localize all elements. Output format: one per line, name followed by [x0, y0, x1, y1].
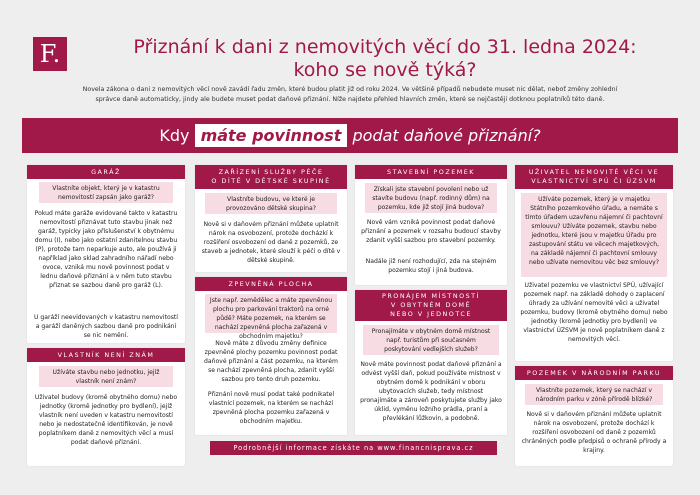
- heading-line-2: V OBYTNÉM DOMĚ: [390, 301, 472, 309]
- banner-pre: Kdy: [159, 126, 190, 145]
- card-garaz: [27, 165, 185, 343]
- card-heading: STAVEBNÍ POZEMEK: [355, 165, 507, 179]
- intro-line-2: správce daně automaticky, jindy ale budete muset podat daňové přiznání. Níže najdete přehled hlavních změn, které se nejčastěji dotknou poplatníků této daně.: [95, 96, 605, 103]
- card-paragraph: Nadále již není rozhodující, zda na stejném pozemku stojí i jiná budova.: [365, 258, 497, 274]
- card-paragraph: Uživatel budovy (kromě obytného domu) nebo jednotky (kromě jednotky pro bydlení), jejíž vlastník není uveden v katastru nemovitostí nebo je nedostatečně identifikován, je nově poplatníkem daně z nemovitých věcí a musí podat daňové přiznání.: [34, 394, 178, 446]
- card-heading: POZEMEK V NÁRODNÍM PARKU: [515, 366, 673, 380]
- card-uzivatel: [515, 165, 673, 361]
- heading-line-1: ZAŘÍZENÍ SLUŽBY PÉČE: [218, 168, 324, 176]
- card-stavebni: [355, 165, 507, 285]
- card-paragraph: Nově si v daňovém přiznání můžete uplatnit nárok na osvobození, protože dochází k rozšíření osvobození od daně z pozemků chráněných podle předpisů o ochraně přírody a krajiny.: [521, 411, 667, 454]
- card-vlastnik: [27, 348, 185, 466]
- card-paragraph: Nově si v daňovém přiznání můžete uplatnit nárok na osvobození, protože docházkí k rozšíření osvobození od daně z pozemků, ze staveb a jednotek, které slouží k péči o dítě v dětské skupině.: [201, 221, 341, 264]
- card-question: Vlastníte budovu, ve které je provozováno dětské skupina?: [205, 193, 337, 214]
- intro-text: [24, 85, 676, 105]
- banner-highlight: máte povinnost: [195, 124, 348, 147]
- card-heading: [355, 290, 507, 321]
- card-paragraph: Pokud máte garáže evidované takto v katastru nemovitostí přiznávat tuto stavbu jinak než garáž, typicky jako příslušenství k obytnému domu (I), nebo jako ostatní zdanitelnou stavbu (P), protože tam neparkuje auto, ale používá ji například jako sklad zahradního nářadí nebo ovoce, vzniká mu nově povinnost podat v lednu daňové přiznání a v něm tuto stavbu přiznat se sazbou daně pro garáž (L).: [34, 210, 178, 289]
- intro-line-1: Novela zákona o dani z nemovitých věcí nově zavádí řadu změn, které budou platit již od roku 2024. Ve většině případů nebudete muset nic dělat, neboť změny zohlední: [82, 86, 618, 93]
- card-zpevnena: [195, 277, 347, 435]
- card-pronajem: [355, 290, 507, 435]
- heading-line-2: VLASTNICTVÍ SPÚ ČI ÚZSVM: [531, 177, 657, 185]
- card-paragraph: Nově vám vzniká povinnost podat daňové přiznání a pozemek v rozsahu budoucí stavby zdanit vyšší sazbou pro stavební pozemky.: [361, 219, 501, 244]
- heading-line-3: NEBO V JEDNOTCE: [390, 310, 472, 318]
- card-question: Jste např. zemědělec a máte zpevněnou plochu pro parkování traktorů na orné půdě? Máte pozemek, na kterém se nachází zpevněná plocha zařazená v obchodním majetku?: [205, 294, 337, 333]
- title-line-1: Přiznání k dani z nemovitých věcí do 31. ledna 2024:: [133, 36, 637, 58]
- heading-line-1: PRONÁJEM MÍSTNOSTÍ: [382, 292, 480, 300]
- page-title: [95, 36, 675, 82]
- card-narodni-park: [515, 366, 673, 466]
- card-paragraph: Nově máte povinnost podat daňové přiznání a odvést vyšší daň, pokud používáte místnost v obytném domě k podnikání v oboru ubytovacích služeb, tedy místnost pronajímáte a zároveň poskytujete služby jako úklid, vyměnu ložního prádla, praní a převlékání lůžkovin, a podobně.: [360, 361, 502, 422]
- card-question: Získali jste stavební povolení nebo už stavíte budovu (např. rodinný dům) na pozemku, kde již stojí jiná budova?: [365, 183, 497, 213]
- banner-post: podat daňové přiznání?: [352, 126, 541, 145]
- card-heading: GARÁŽ: [27, 165, 185, 179]
- card-paragraph: Přiznání nově musí podat také podnikatel vlastnící pozemek, na kterém se nachází zpevněná plocha pozemku zařazená v obchodním majetku.: [207, 391, 335, 425]
- title-line-2: koho se nově týká?: [293, 59, 477, 81]
- card-question: Užíváte stavbu nebo jednotku, jejíž vlastník není znám?: [39, 366, 173, 387]
- question-banner: [22, 118, 678, 153]
- card-heading: [195, 165, 347, 189]
- card-question: Vlastníte pozemek, který se nachází v národním parku v zóně přírodě blízké?: [525, 384, 663, 405]
- card-zarizeni: [195, 165, 347, 272]
- card-paragraph: U garáží neevidovaných v katastru nemovitostí a garáží daněných sazbou daně pro podnikání se nic nemění.: [34, 314, 178, 339]
- card-paragraph: Nově máte z důvodu změny definice zpevněné plochy pozemku povinnost podat daňové přiznání a část pozemku, na kterém se nachází zpevněná plocha, zdanit vyšší sazbou pro tento druh pozemku.: [204, 340, 338, 383]
- card-question: Vlastníte objekt, který je v katastru nemovitostí zapsán jako garáž?: [39, 182, 173, 203]
- card-heading: ZPEVNĚNÁ PLOCHA: [195, 277, 347, 291]
- card-question: Pronajímáte v obytném domě místnost např. turistům při současném poskytování vedlejších služeb?: [363, 325, 499, 355]
- footer-link[interactable]: Podrobnější informace získáte na www.financnisprava.cz: [210, 441, 497, 455]
- heading-line-2: O DÍTĚ V DĚTSKÉ SKUPINĚ: [211, 177, 331, 185]
- financni-sprava-logo: F.: [33, 37, 67, 71]
- card-question: Užíváte pozemek, který je v majetku Státního pozemkového úřadu, a nemáte s tímto úřadem uzavřenu nájemní či pachtovní smlouvu? Užíváte pozemek, stavbu nebo jednotku, které jsou v majetku Úřadu pro zastupování státu ve věcech majetkových, na základě nájemní či pachtovní smlouvy nebo užívate nemovitou věc bez smlouvy?: [521, 193, 667, 277]
- card-paragraph: Uživatel pozemku ve vlastnictví SPÚ, užívající pozemek např. na základě dohody o zaplacení úhrady za užívání nemovité věci a uživatel pozemku, budovy (kromě obytného domu) nebo jednotky (kromě jednotky pro bydlení) ve vlastnictví ÚZSVM je nově poplatníkem daně z nemovitých věcí.: [520, 282, 668, 343]
- heading-line-1: UŽIVATEL NEMOVITÉ VĚCI VE: [528, 168, 660, 176]
- card-heading: [515, 165, 673, 189]
- card-heading: VLASTNÍK NENÍ ZNÁM: [27, 348, 185, 362]
